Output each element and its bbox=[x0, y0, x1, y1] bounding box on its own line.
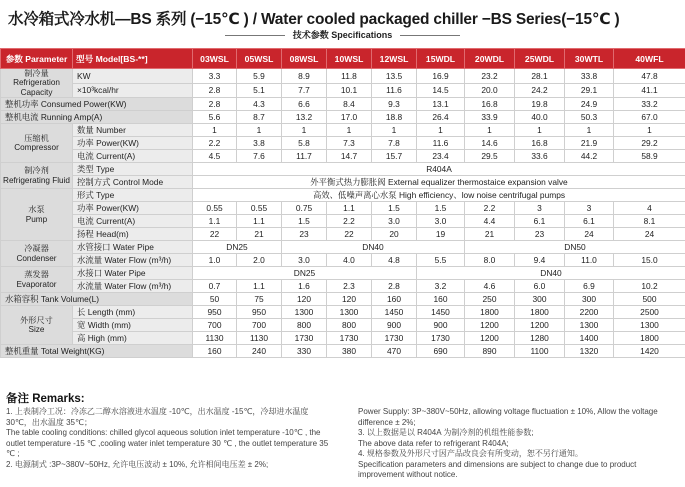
cooling-label: 制冷量 Refrigeration Capacity bbox=[1, 69, 73, 98]
refrigerant-label: 制冷剂 Refrigerating Fluid bbox=[1, 163, 73, 189]
condenser-label: 冷凝器 Condenser bbox=[1, 241, 73, 267]
header-model-name: 10WSL bbox=[327, 49, 372, 69]
value-cell: 6.0 bbox=[515, 280, 565, 293]
value-cell: 24 bbox=[565, 228, 614, 241]
value-cell: 8.0 bbox=[465, 254, 515, 267]
value-cell: 11.6 bbox=[417, 137, 465, 150]
pump-current-label: 电流 Current(A) bbox=[73, 215, 193, 228]
size-label: 外形尺寸 Size bbox=[1, 306, 73, 345]
condenser-pipe-label: 水管接口 Water Pipe bbox=[73, 241, 193, 254]
value-cell: 690 bbox=[417, 345, 465, 358]
value-cell: 14.5 bbox=[417, 83, 465, 98]
evaporator-label: 蒸发器 Evaporator bbox=[1, 267, 73, 293]
remarks-title: 备注 Remarks: bbox=[6, 393, 85, 405]
value-cell: 4.6 bbox=[465, 280, 515, 293]
value-cell: 24.2 bbox=[515, 83, 565, 98]
table-row bbox=[1, 215, 685, 228]
header-model-name: 20WDL bbox=[465, 49, 515, 69]
value-cell: 9.3 bbox=[372, 98, 417, 111]
table-row bbox=[1, 137, 685, 150]
value-cell: 5.1 bbox=[237, 83, 282, 98]
value-cell: 44.2 bbox=[565, 150, 614, 163]
value-cell: 33.6 bbox=[515, 150, 565, 163]
table-row bbox=[1, 176, 685, 189]
value-cell: 2.0 bbox=[237, 254, 282, 267]
condenser-flow-label: 水流量 Water Flow (m³/h) bbox=[73, 254, 193, 267]
remark-line: 3. 以上数据是以 R404A 为制冷剂的机组性能参数; bbox=[358, 428, 534, 437]
value-cell: 11.7 bbox=[282, 150, 327, 163]
value-cell: 4.5 bbox=[193, 150, 237, 163]
value-cell: 14.6 bbox=[465, 137, 515, 150]
value-cell: 1 bbox=[565, 124, 614, 137]
value-cell: 300 bbox=[565, 293, 614, 306]
value-cell: 26.4 bbox=[417, 111, 465, 124]
compressor-power-label: 功率 Power(KW) bbox=[73, 137, 193, 150]
table-row bbox=[1, 150, 685, 163]
value-cell: 890 bbox=[465, 345, 515, 358]
table-row bbox=[1, 98, 685, 111]
value-cell: 18.8 bbox=[372, 111, 417, 124]
remark-line: 1. 上表制冷工况：冷冻乙二醇水溶液进水温度 -10℃，出水温度 -15℃，冷却进水温度 30℃，出水温度 35℃； bbox=[6, 407, 309, 427]
value-cell: 2.8 bbox=[193, 98, 237, 111]
value-cell: 1 bbox=[237, 124, 282, 137]
value-cell: 8.4 bbox=[327, 98, 372, 111]
value-cell: 1.6 bbox=[282, 280, 327, 293]
value-cell: 1800 bbox=[614, 332, 685, 345]
value-cell: 5.8 bbox=[282, 137, 327, 150]
refrigerant-type-value: R404A bbox=[193, 163, 685, 176]
value-cell: 7.6 bbox=[237, 150, 282, 163]
header-model-name: 25WDL bbox=[515, 49, 565, 69]
value-cell: 29.1 bbox=[565, 83, 614, 98]
value-cell: 380 bbox=[327, 345, 372, 358]
value-cell: 1200 bbox=[515, 319, 565, 332]
condenser-pipe-value: DN40 bbox=[282, 241, 465, 254]
header-model-name: 05WSL bbox=[237, 49, 282, 69]
value-cell: 11.6 bbox=[372, 83, 417, 98]
compressor-label: 压缩机 Compressor bbox=[1, 124, 73, 163]
compressor-number-label: 数量 Number bbox=[73, 124, 193, 137]
value-cell: 8.7 bbox=[237, 111, 282, 124]
value-cell: 1800 bbox=[515, 306, 565, 319]
value-cell: 4.8 bbox=[372, 254, 417, 267]
subtitle-rule-left bbox=[225, 35, 285, 36]
value-cell: 800 bbox=[327, 319, 372, 332]
value-cell: 1320 bbox=[565, 345, 614, 358]
table-row bbox=[1, 267, 685, 280]
value-cell: 1 bbox=[282, 124, 327, 137]
value-cell: 19.8 bbox=[515, 98, 565, 111]
section-subtitle bbox=[0, 28, 685, 41]
value-cell: 22 bbox=[193, 228, 237, 241]
value-cell: 5.5 bbox=[417, 254, 465, 267]
evaporator-flow-label: 水流量 Water Flow (m³/h) bbox=[73, 280, 193, 293]
value-cell: 470 bbox=[372, 345, 417, 358]
value-cell: 75 bbox=[237, 293, 282, 306]
value-cell: 50.3 bbox=[565, 111, 614, 124]
pump-head-label: 扬程 Head(m) bbox=[73, 228, 193, 241]
value-cell: 21 bbox=[237, 228, 282, 241]
size-width-label: 宽 Width (mm) bbox=[73, 319, 193, 332]
value-cell: 900 bbox=[372, 319, 417, 332]
table-row bbox=[1, 332, 685, 345]
value-cell: 19 bbox=[417, 228, 465, 241]
value-cell: 1.1 bbox=[237, 215, 282, 228]
value-cell: 2500 bbox=[614, 306, 685, 319]
value-cell: 0.75 bbox=[282, 202, 327, 215]
refrigerant-control-label: 控制方式 Control Mode bbox=[73, 176, 193, 189]
pump-type-value: 高效、低噪声离心水泵 High efficiency、low noise centrifugal pumps bbox=[193, 189, 685, 202]
value-cell: 1 bbox=[614, 124, 685, 137]
value-cell: 15.7 bbox=[372, 150, 417, 163]
value-cell: 58.9 bbox=[614, 150, 685, 163]
value-cell: 1200 bbox=[465, 319, 515, 332]
value-cell: 28.1 bbox=[515, 69, 565, 84]
header-model-name: 15WDL bbox=[417, 49, 465, 69]
value-cell: 16.8 bbox=[465, 98, 515, 111]
value-cell: 20.0 bbox=[465, 83, 515, 98]
value-cell: 2200 bbox=[565, 306, 614, 319]
header-model-name: 08WSL bbox=[282, 49, 327, 69]
subtitle-text: 技术参数 Specifications bbox=[292, 30, 393, 40]
value-cell: 1.1 bbox=[237, 280, 282, 293]
value-cell: 4.0 bbox=[327, 254, 372, 267]
value-cell: 4.3 bbox=[237, 98, 282, 111]
cooling-kcal-unit: ×10³kcal/hr bbox=[73, 83, 193, 98]
value-cell: 0.55 bbox=[193, 202, 237, 215]
value-cell: 1800 bbox=[465, 306, 515, 319]
value-cell: 700 bbox=[193, 319, 237, 332]
value-cell: 24 bbox=[614, 228, 685, 241]
cooling-kw-unit: KW bbox=[73, 69, 193, 84]
value-cell: 1130 bbox=[193, 332, 237, 345]
table-row bbox=[1, 241, 685, 254]
value-cell: 2.2 bbox=[193, 137, 237, 150]
value-cell: 17.0 bbox=[327, 111, 372, 124]
value-cell: 23.4 bbox=[417, 150, 465, 163]
value-cell: 8.1 bbox=[614, 215, 685, 228]
value-cell: 500 bbox=[614, 293, 685, 306]
value-cell: 1730 bbox=[417, 332, 465, 345]
value-cell: 15.0 bbox=[614, 254, 685, 267]
table-row bbox=[1, 49, 685, 69]
value-cell: 2.3 bbox=[327, 280, 372, 293]
value-cell: 41.1 bbox=[614, 83, 685, 98]
value-cell: 4.4 bbox=[465, 215, 515, 228]
header-model-name: 30WTL bbox=[565, 49, 614, 69]
header-model: 型号 Model[BS-**] bbox=[73, 49, 193, 69]
value-cell: 3.3 bbox=[193, 69, 237, 84]
pump-power-label: 功率 Power(KW) bbox=[73, 202, 193, 215]
value-cell: 1730 bbox=[327, 332, 372, 345]
condenser-pipe-value: DN50 bbox=[465, 241, 685, 254]
refrigerant-control-value: 外平衡式热力膨胀阀 External equalizer thermostaice expansion valve bbox=[193, 176, 685, 189]
value-cell: 1 bbox=[465, 124, 515, 137]
table-row bbox=[1, 345, 685, 358]
value-cell: 23 bbox=[282, 228, 327, 241]
value-cell: 1.5 bbox=[372, 202, 417, 215]
value-cell: 3.0 bbox=[282, 254, 327, 267]
value-cell: 1450 bbox=[372, 306, 417, 319]
value-cell: 1.1 bbox=[327, 202, 372, 215]
value-cell: 2.2 bbox=[465, 202, 515, 215]
value-cell: 33.8 bbox=[565, 69, 614, 84]
value-cell: 6.1 bbox=[515, 215, 565, 228]
value-cell: 3.0 bbox=[372, 215, 417, 228]
table-row bbox=[1, 280, 685, 293]
value-cell: 330 bbox=[282, 345, 327, 358]
value-cell: 21.9 bbox=[565, 137, 614, 150]
value-cell: 1300 bbox=[565, 319, 614, 332]
value-cell: 21 bbox=[465, 228, 515, 241]
table-row bbox=[1, 163, 685, 176]
value-cell: 16.9 bbox=[417, 69, 465, 84]
value-cell: 47.8 bbox=[614, 69, 685, 84]
table-row bbox=[1, 189, 685, 202]
value-cell: 1130 bbox=[237, 332, 282, 345]
value-cell: 1200 bbox=[465, 332, 515, 345]
value-cell: 1.5 bbox=[417, 202, 465, 215]
value-cell: 23.2 bbox=[465, 69, 515, 84]
header-parameter: 参数 Parameter bbox=[1, 49, 73, 69]
remark-line: Specification parameters and dimensions are subject to change due to product improvement without notice. bbox=[358, 459, 637, 479]
value-cell: 10.2 bbox=[614, 280, 685, 293]
value-cell: 5.6 bbox=[193, 111, 237, 124]
value-cell: 23 bbox=[515, 228, 565, 241]
value-cell: 1730 bbox=[372, 332, 417, 345]
size-length-label: 长 Length (mm) bbox=[73, 306, 193, 319]
value-cell: 1300 bbox=[282, 306, 327, 319]
value-cell: 3 bbox=[565, 202, 614, 215]
value-cell: 1450 bbox=[417, 306, 465, 319]
page-title: 水冷箱式冷水机—BS 系列 (−15℃ ) / Water cooled packaged chiller −BS Series(−15℃ ) bbox=[8, 11, 620, 28]
value-cell: 33.2 bbox=[614, 98, 685, 111]
subtitle-rule-right bbox=[400, 35, 460, 36]
table-row bbox=[1, 83, 685, 98]
value-cell: 1.1 bbox=[193, 215, 237, 228]
table-row bbox=[1, 124, 685, 137]
value-cell: 6.9 bbox=[565, 280, 614, 293]
value-cell: 800 bbox=[282, 319, 327, 332]
value-cell: 1 bbox=[372, 124, 417, 137]
value-cell: 1300 bbox=[327, 306, 372, 319]
remark-line: 2. 电源制式 :3P~380V~50Hz, 允许电压波动 ± 10%, 允许相间电压差 ± 2%; bbox=[6, 459, 269, 469]
remark-line: Power Supply: 3P~380V~50Hz, allowing voltage fluctuation ± 10%, Allow the voltage difference ± 2%; bbox=[358, 407, 658, 427]
compressor-current-label: 电流 Current(A) bbox=[73, 150, 193, 163]
value-cell: 29.5 bbox=[465, 150, 515, 163]
value-cell: 10.1 bbox=[327, 83, 372, 98]
value-cell: 1400 bbox=[565, 332, 614, 345]
value-cell: 160 bbox=[372, 293, 417, 306]
header-model-name: 12WSL bbox=[372, 49, 417, 69]
running-amp-label: 整机电流 Running Amp(A) bbox=[1, 111, 193, 124]
value-cell: 13.2 bbox=[282, 111, 327, 124]
table-row bbox=[1, 306, 685, 319]
remarks-left-column bbox=[6, 407, 336, 470]
value-cell: 1 bbox=[515, 124, 565, 137]
value-cell: 7.3 bbox=[327, 137, 372, 150]
value-cell: 11.8 bbox=[327, 69, 372, 84]
remark-line: The above data refer to refrigerant R404A; bbox=[358, 438, 509, 448]
value-cell: 700 bbox=[237, 319, 282, 332]
value-cell: 1 bbox=[417, 124, 465, 137]
value-cell: 1730 bbox=[282, 332, 327, 345]
refrigerant-type-label: 类型 Type bbox=[73, 163, 193, 176]
remarks-right-column bbox=[358, 407, 680, 481]
value-cell: 16.8 bbox=[515, 137, 565, 150]
pump-label: 水泵 Pump bbox=[1, 189, 73, 241]
value-cell: 40.0 bbox=[515, 111, 565, 124]
value-cell: 0.7 bbox=[193, 280, 237, 293]
value-cell: 3 bbox=[515, 202, 565, 215]
tank-volume-label: 水箱容积 Tank Volume(L) bbox=[1, 293, 193, 306]
value-cell: 160 bbox=[417, 293, 465, 306]
value-cell: 7.8 bbox=[372, 137, 417, 150]
pump-type-label: 形式 Type bbox=[73, 189, 193, 202]
table-row bbox=[1, 228, 685, 241]
size-height-label: 高 High (mm) bbox=[73, 332, 193, 345]
value-cell: 33.9 bbox=[465, 111, 515, 124]
value-cell: 120 bbox=[282, 293, 327, 306]
value-cell: 13.5 bbox=[372, 69, 417, 84]
total-weight-label: 整机重量 Total Weight(KG) bbox=[1, 345, 193, 358]
table-row bbox=[1, 69, 685, 84]
value-cell: 1.5 bbox=[282, 215, 327, 228]
value-cell: 7.7 bbox=[282, 83, 327, 98]
table-row bbox=[1, 319, 685, 332]
value-cell: 14.7 bbox=[327, 150, 372, 163]
value-cell: 5.9 bbox=[237, 69, 282, 84]
value-cell: 50 bbox=[193, 293, 237, 306]
value-cell: 1280 bbox=[515, 332, 565, 345]
spec-table bbox=[0, 48, 685, 358]
value-cell: 300 bbox=[515, 293, 565, 306]
value-cell: 2.2 bbox=[327, 215, 372, 228]
value-cell: 22 bbox=[327, 228, 372, 241]
value-cell: 3.8 bbox=[237, 137, 282, 150]
header-model-name: 03WSL bbox=[193, 49, 237, 69]
header-model-name: 40WFL bbox=[614, 49, 685, 69]
value-cell: 1420 bbox=[614, 345, 685, 358]
value-cell: 8.9 bbox=[282, 69, 327, 84]
table-row bbox=[1, 254, 685, 267]
evaporator-pipe-value: DN25 bbox=[193, 267, 417, 280]
value-cell: 1300 bbox=[614, 319, 685, 332]
value-cell: 4 bbox=[614, 202, 685, 215]
value-cell: 2.8 bbox=[193, 83, 237, 98]
value-cell: 240 bbox=[237, 345, 282, 358]
table-row bbox=[1, 111, 685, 124]
value-cell: 950 bbox=[193, 306, 237, 319]
value-cell: 1 bbox=[327, 124, 372, 137]
value-cell: 20 bbox=[372, 228, 417, 241]
value-cell: 950 bbox=[237, 306, 282, 319]
evaporator-pipe-value: DN40 bbox=[417, 267, 685, 280]
value-cell: 900 bbox=[417, 319, 465, 332]
value-cell: 6.6 bbox=[282, 98, 327, 111]
value-cell: 3.2 bbox=[417, 280, 465, 293]
value-cell: 160 bbox=[193, 345, 237, 358]
value-cell: 1100 bbox=[515, 345, 565, 358]
value-cell: 120 bbox=[327, 293, 372, 306]
value-cell: 24.9 bbox=[565, 98, 614, 111]
value-cell: 3.0 bbox=[417, 215, 465, 228]
value-cell: 1 bbox=[193, 124, 237, 137]
value-cell: 11.0 bbox=[565, 254, 614, 267]
remark-line: 4. 规格参数及外形尺寸因产品改良会有所变动，恕不另行通知。 bbox=[358, 449, 583, 458]
evaporator-pipe-label: 水接口 Water Pipe bbox=[73, 267, 193, 280]
table-row bbox=[1, 293, 685, 306]
consumed-power-label: 整机功率 Consumed Power(KW) bbox=[1, 98, 193, 111]
value-cell: 1.0 bbox=[193, 254, 237, 267]
value-cell: 0.55 bbox=[237, 202, 282, 215]
value-cell: 9.4 bbox=[515, 254, 565, 267]
condenser-pipe-value: DN25 bbox=[193, 241, 282, 254]
table-row bbox=[1, 202, 685, 215]
remark-line: The table cooling conditions: chilled glycol aqueous solution inlet temperature -10℃ , the outlet temperature -15 ℃ ,cooling water inlet temperature 30 ℃ , the outlet temperature 35 ℃ ; bbox=[6, 428, 329, 458]
value-cell: 13.1 bbox=[417, 98, 465, 111]
value-cell: 250 bbox=[465, 293, 515, 306]
value-cell: 29.2 bbox=[614, 137, 685, 150]
value-cell: 2.8 bbox=[372, 280, 417, 293]
value-cell: 67.0 bbox=[614, 111, 685, 124]
value-cell: 6.1 bbox=[565, 215, 614, 228]
